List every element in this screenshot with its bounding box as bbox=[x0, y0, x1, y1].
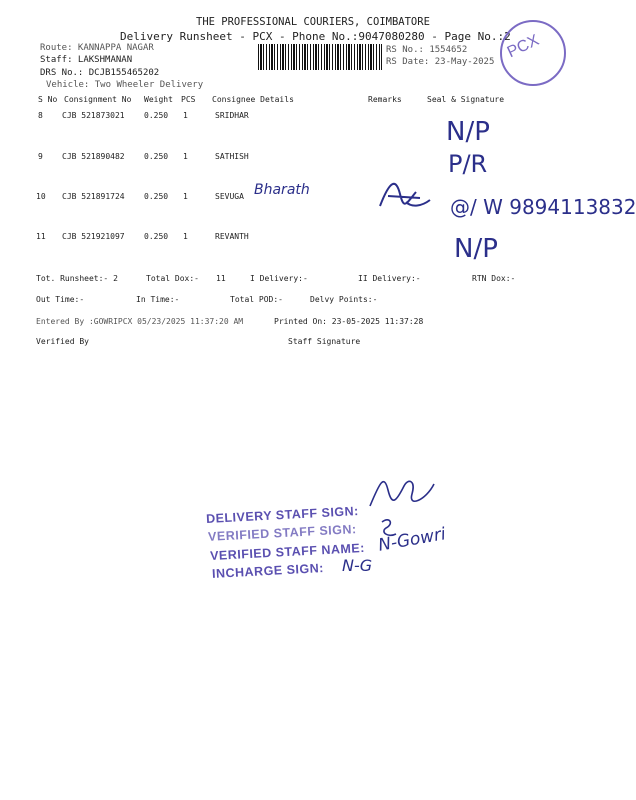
route-label: Route: KANNAPPA NAGAR bbox=[40, 43, 154, 53]
total-dox-value: 11 bbox=[216, 274, 226, 283]
col-consignment: Consignment No bbox=[64, 95, 132, 104]
rs-number: RS No.: 1554652 bbox=[386, 45, 468, 55]
stamp-verified-staff-name: VERIFIED STAFF NAME: bbox=[209, 540, 366, 564]
signature-scribble bbox=[376, 174, 434, 214]
row-consignee: REVANTH bbox=[215, 232, 249, 241]
pcx-stamp-text: PCX bbox=[504, 31, 542, 62]
delvy-points: Delvy Points:- bbox=[310, 295, 378, 304]
row-consignment: CJB 521890482 bbox=[62, 152, 125, 161]
stamp-delivery-staff-sign: DELIVERY STAFF SIGN: bbox=[205, 504, 360, 526]
handwritten-receiver-name: Bharath bbox=[254, 182, 310, 198]
row-consignment: CJB 521891724 bbox=[62, 192, 125, 201]
vehicle-label: Vehicle: Two Wheeler Delivery bbox=[46, 80, 204, 90]
stamp-incharge-sign: INCHARGE SIGN: bbox=[211, 561, 325, 581]
handwritten-remark-pr: P/R bbox=[448, 150, 488, 178]
total-runsheet: Tot. Runsheet:- 2 bbox=[36, 274, 118, 283]
staff-signature-label: Staff Signature bbox=[288, 337, 361, 346]
row-pcs: 1 bbox=[183, 152, 188, 161]
drs-label: DRS No.: DCJB155465202 bbox=[40, 68, 160, 78]
row-consignee: SRIDHAR bbox=[215, 111, 249, 120]
row-weight: 0.250 bbox=[144, 232, 169, 241]
row-sno: 11 bbox=[36, 232, 46, 241]
row-weight: 0.250 bbox=[144, 111, 169, 120]
out-time: Out Time:- bbox=[36, 295, 85, 304]
row-pcs: 1 bbox=[183, 192, 188, 201]
printed-on: Printed On: 23-05-2025 11:37:28 bbox=[274, 317, 424, 326]
col-remarks: Remarks bbox=[368, 95, 402, 104]
row-pcs: 1 bbox=[183, 232, 188, 241]
col-weight: Weight bbox=[144, 95, 173, 104]
row-consignee: SATHISH bbox=[215, 152, 249, 161]
ii-delivery: II Delivery:- bbox=[358, 274, 421, 283]
handwritten-remark-np: N/P bbox=[446, 117, 490, 147]
row-sno: 8 bbox=[38, 111, 43, 120]
rtn-dox: RTN Dox:- bbox=[472, 274, 516, 283]
in-time: In Time:- bbox=[136, 295, 180, 304]
handwritten-staff-name: N-Gowri bbox=[376, 524, 448, 556]
row-sno: 9 bbox=[38, 152, 43, 161]
col-sno: S No bbox=[38, 95, 58, 104]
row-pcs: 1 bbox=[183, 111, 188, 120]
row-sno: 10 bbox=[36, 192, 46, 201]
row-consignment: CJB 521921097 bbox=[62, 232, 125, 241]
col-seal-signature: Seal & Signature bbox=[427, 95, 505, 104]
barcode bbox=[258, 44, 382, 70]
row-weight: 0.250 bbox=[144, 152, 169, 161]
rs-date: RS Date: 23-May-2025 bbox=[386, 57, 495, 67]
total-dox-label: Total Dox:- bbox=[146, 274, 199, 283]
i-delivery: I Delivery:- bbox=[250, 274, 308, 283]
runsheet-title: Delivery Runsheet - PCX - Phone No.:9047080280 - Page No.:2 bbox=[120, 30, 511, 43]
company-name: THE PROFESSIONAL COURIERS, COIMBATORE bbox=[196, 16, 430, 28]
row-consignee: SEVUGA bbox=[215, 192, 244, 201]
entered-by: Entered By :GOWRIPCX 05/23/2025 11:37:20 AM bbox=[36, 317, 244, 326]
stamp-verified-staff-sign: VERIFIED STAFF SIGN: bbox=[207, 522, 357, 544]
verified-by: Verified By bbox=[36, 337, 89, 346]
handwritten-remark-np: N/P bbox=[454, 234, 498, 264]
row-weight: 0.250 bbox=[144, 192, 169, 201]
handwritten-incharge-sign: N-G bbox=[342, 556, 373, 575]
handwritten-phone: @/ W 9894113832 bbox=[450, 195, 636, 219]
row-consignment: CJB 521873021 bbox=[62, 111, 125, 120]
delivery-staff-signature bbox=[360, 472, 440, 512]
staff-label: Staff: LAKSHMANAN bbox=[40, 55, 133, 65]
total-pod: Total POD:- bbox=[230, 295, 283, 304]
col-consignee: Consignee Details bbox=[212, 95, 294, 104]
col-pcs: PCS bbox=[181, 95, 196, 104]
